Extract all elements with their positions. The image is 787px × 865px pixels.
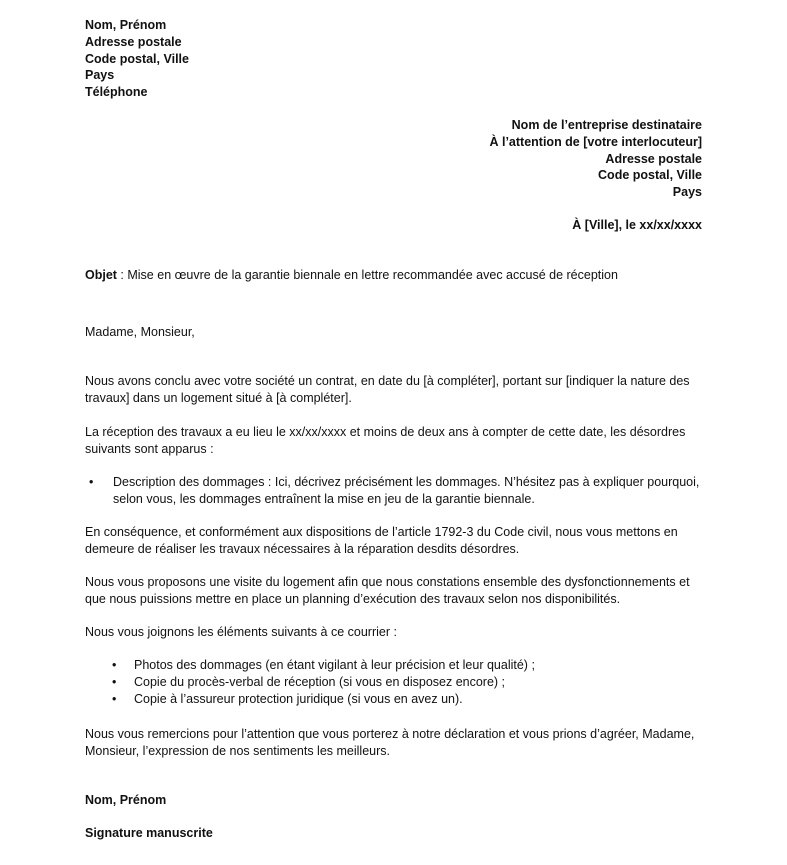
recipient-block [489,117,702,201]
paragraph-line: travaux] dans un logement situé à [à compléter]. [85,390,352,405]
paragraph-contract [85,373,705,407]
sender-phone: Téléphone [85,85,148,100]
closing-name: Nom, Prénom [85,793,167,807]
paragraph-visit [85,574,705,608]
recipient-city: Code postal, Ville [598,168,702,183]
list-item-text: Copie à l’assureur protection juridique (si vous en avez un). [134,691,463,706]
list-item [85,691,705,708]
list-item [85,657,705,674]
paragraph-line: Nous vous proposons une visite du logement afin que nous constations ensemble des dysfonctionnements et [85,575,690,589]
list-item [85,474,705,508]
recipient-company: Nom de l’entreprise destinataire [511,118,702,132]
paragraph-line: En conséquence, et conformément aux dispositions de l’article 1792-3 du Code civil, nous vous mettons en [85,525,678,539]
paragraph-reception [85,424,705,458]
paragraph-line: La réception des travaux a eu lieu le xx/xx/xxxx et moins de deux ans à compter de cette date, les désordres [85,425,686,439]
recipient-country: Pays [672,185,702,200]
recipient-attention: À l’attention de [votre interlocuteur] [489,134,702,149]
paragraph-line: Monsieur, l’expression de nos sentiments les meilleurs. [85,743,390,758]
recipient-address: Adresse postale [605,151,702,166]
damages-list [85,474,705,508]
bullet-icon: • [89,475,94,489]
subject-line [85,267,618,284]
paragraph-formal-notice [85,524,705,558]
paragraph-line: Nous vous remercions pour l’attention que vous porterez à notre déclaration et vous prions d’agréer, Madame, [85,727,695,741]
sender-block [85,17,189,101]
subject-text: : Mise en œuvre de la garantie biennale en lettre recommandée avec accusé de réception [116,268,618,282]
sender-country: Pays [85,68,115,83]
sender-city: Code postal, Ville [85,51,189,66]
paragraph-line: Nous avons conclu avec votre société un contrat, en date du [à compléter], portant sur [indiquer la nature des [85,374,690,388]
list-item-line: Description des dommages : Ici, décrivez précisément les dommages. N’hésitez pas à expliquer pourquoi, [113,475,700,489]
paragraph-attachments-intro: Nous vous joignons les éléments suivants à ce courrier : [85,625,397,639]
sender-address: Adresse postale [85,34,182,49]
subject-label: Objet [85,268,117,282]
paragraph-closing [85,726,705,760]
bullet-icon: • [112,691,117,706]
list-item-text: Copie du procès-verbal de réception (si vous en disposez encore) ; [134,674,506,689]
attachments-list [85,657,705,707]
paragraph-line: demeure de réaliser les travaux nécessaires à la réparation desdits désordres. [85,541,520,556]
paragraph-line: que nous puissions mettre en place un planning d’exécution des travaux selon nos disponibilités. [85,591,621,606]
list-item-text: Photos des dommages (en étant vigilant à leur précision et leur qualité) ; [134,658,535,672]
list-item-line: selon vous, les dommages entraînent la mise en jeu de la garantie biennale. [113,491,535,506]
bullet-icon: • [112,658,117,672]
date-line: À [Ville], le xx/xx/xxxx [572,218,702,232]
paragraph-line: suivants sont apparus : [85,441,214,456]
greeting: Madame, Monsieur, [85,325,195,339]
list-item [85,674,705,691]
bullet-icon: • [112,674,117,689]
signature-label: Signature manuscrite [85,826,213,840]
sender-name: Nom, Prénom [85,18,167,32]
